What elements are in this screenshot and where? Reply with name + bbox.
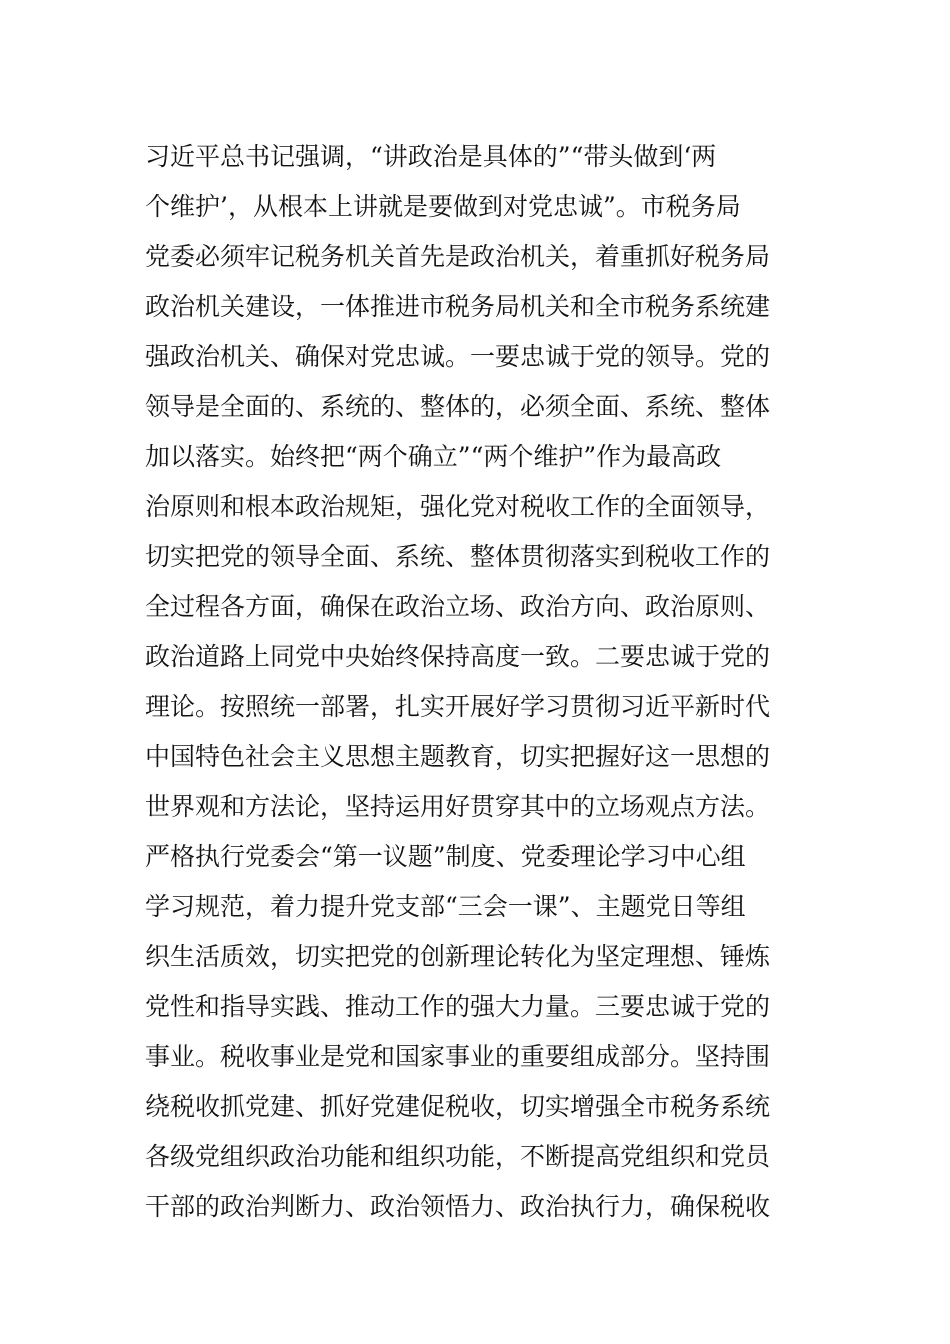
text-line: 政治道路上同党中央始终保持高度一致。二要忠诚于党的	[145, 642, 771, 671]
text-line: 学习规范，着力提升党支部“三会一课”、主题党日等组	[145, 892, 746, 921]
text-line: 绕税收抓党建、抓好党建促税收，切实增强全市税务系统	[145, 1092, 771, 1121]
text-line: 事业。税收事业是党和国家事业的重要组成部分。坚持围	[145, 1042, 771, 1071]
text-line: 干部的政治判断力、政治领悟力、政治执行力，确保税收	[145, 1192, 771, 1221]
text-line: 各级党组织政治功能和组织功能，不断提高党组织和党员	[145, 1142, 771, 1171]
text-line: 习近平总书记强调，“讲政治是具体的”“带头做到‘两	[145, 142, 717, 171]
text-line: 强政治机关、确保对党忠诚。一要忠诚于党的领导。党的	[145, 342, 771, 371]
text-line: 领导是全面的、系统的、整体的，必须全面、系统、整体	[145, 392, 771, 421]
text-line: 织生活质效，切实把党的创新理论转化为坚定理想、锤炼	[145, 942, 771, 971]
text-line: 个维护’，从根本上讲就是要做到对党忠诚”。市税务局	[145, 192, 741, 221]
text-line: 治原则和根本政治规矩，强化党对税收工作的全面领导，	[145, 492, 771, 521]
text-line: 全过程各方面，确保在政治立场、政治方向、政治原则、	[145, 592, 771, 621]
text-line: 世界观和方法论，坚持运用好贯穿其中的立场观点方法。	[145, 792, 771, 821]
text-line: 政治机关建设，一体推进市税务局机关和全市税务系统建	[145, 292, 771, 321]
text-line: 严格执行党委会“第一议题”制度、党委理论学习中心组	[145, 842, 746, 871]
text-line: 中国特色社会主义思想主题教育，切实把握好这一思想的	[145, 742, 771, 771]
text-line: 党委必须牢记税务机关首先是政治机关，着重抓好税务局	[145, 242, 771, 271]
text-line: 党性和指导实践、推动工作的强大力量。三要忠诚于党的	[145, 992, 771, 1021]
text-line: 理论。按照统一部署，扎实开展好学习贯彻习近平新时代	[145, 692, 771, 721]
text-line: 加以落实。始终把“两个确立”“两个维护”作为最高政	[145, 442, 722, 471]
body-paragraph	[145, 132, 825, 1232]
text-line: 切实把党的领导全面、系统、整体贯彻落实到税收工作的	[145, 542, 771, 571]
